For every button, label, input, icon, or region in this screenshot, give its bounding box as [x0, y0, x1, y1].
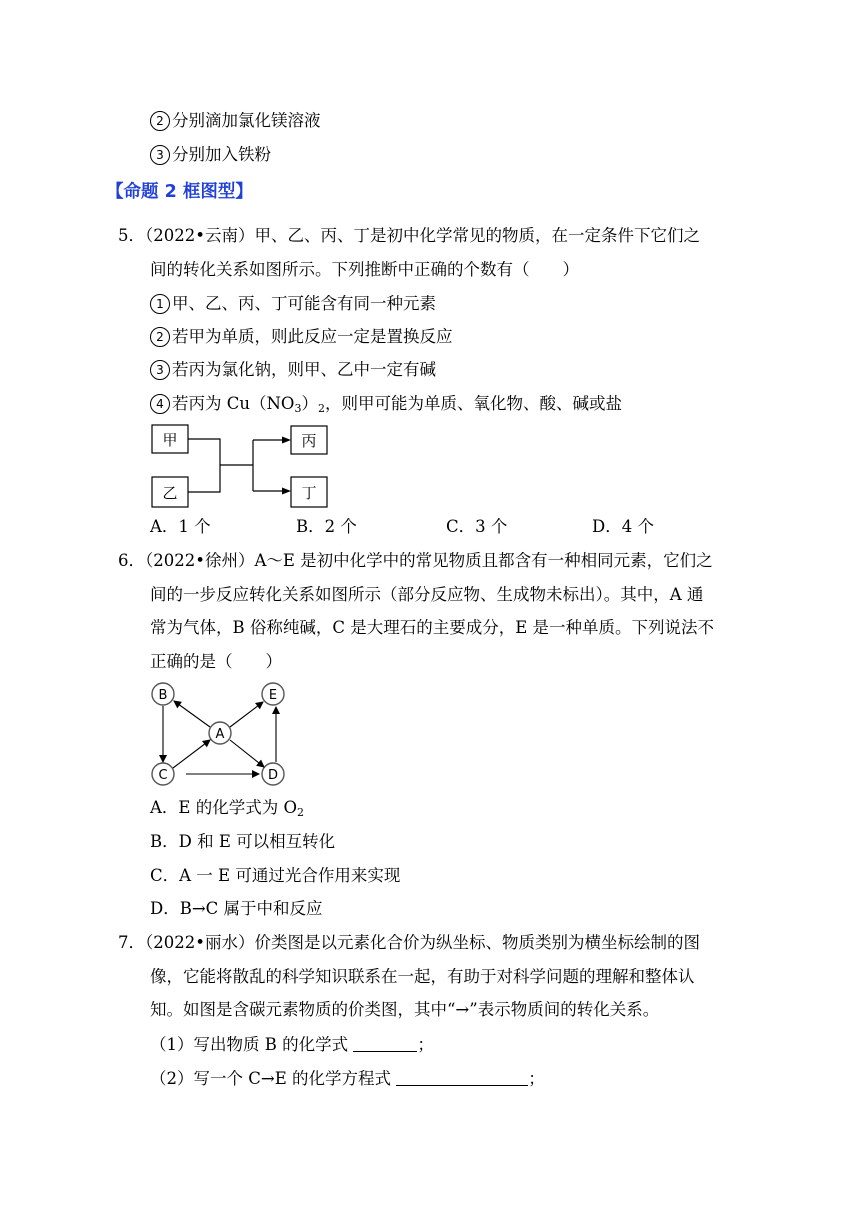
option-text: A．E 的化学式为 O: [150, 798, 297, 817]
q6-line4: 正确的是（ ）: [150, 652, 282, 671]
answer-blank[interactable]: [396, 1067, 528, 1086]
item-text: 分别加入铁粉: [172, 145, 271, 164]
circled-number: 3: [150, 145, 170, 165]
arrowhead: [282, 437, 291, 444]
q5-text: （2022•云南）甲、乙、丙、丁是初中化学常见的物质，在一定条件下它们之: [145, 226, 700, 245]
statement-text: ）: [301, 394, 318, 413]
q7-text: （2022•丽水）价类图是以元素化合价为纵坐标、物质类别为横坐标绘制的图: [145, 933, 700, 952]
statement-text: ，则甲可能为单质、氧化物、酸、碱或盐: [324, 394, 622, 413]
q6-number: 6．: [118, 551, 145, 570]
circled-number: 4: [150, 394, 170, 414]
statement-text: 甲、乙、丙、丁可能含有同一种元素: [172, 294, 436, 313]
subscript: 2: [317, 402, 325, 415]
q6-line3: 常为气体，B 俗称纯碱，C 是大理石的主要成分，E 是一种单质。下列说法不: [150, 618, 715, 637]
arrow-a-to-d: [230, 740, 264, 767]
label-d: D: [267, 768, 279, 783]
q5-line1: [118, 225, 700, 247]
q5-option-d: D．4 个: [592, 517, 654, 536]
q5-option-b: B．2 个: [296, 517, 357, 536]
q5-flow-diagram: [148, 420, 338, 512]
q7-line1: [118, 932, 700, 954]
q6-line2: 间的一步反应转化关系如图所示（部分反应物、生成物未标出）。其中，A 通: [150, 585, 704, 604]
item-3: [150, 144, 271, 166]
q6-option-a: [150, 797, 304, 824]
label-ding: 丁: [301, 484, 317, 502]
statement-text: 若丙为 Cu（NO: [172, 394, 295, 413]
arrow-a-to-b: [174, 701, 210, 727]
q5-statement-2: [150, 326, 453, 348]
label-c: C: [158, 768, 168, 783]
arrow-c-to-a: [173, 740, 210, 768]
arrow-a-to-e: [230, 702, 263, 727]
sub-question-text: （1）写出物质 B 的化学式: [150, 1035, 354, 1054]
subscript: 3: [294, 402, 302, 415]
label-bing: 丙: [301, 432, 317, 450]
circled-number: 2: [150, 111, 170, 131]
q5-number: 5．: [118, 226, 145, 245]
statement-text: 若丙为氯化钠，则甲、乙中一定有碱: [172, 360, 436, 379]
q6-option-b: B．D 和 E 可以相互转化: [150, 832, 336, 851]
subscript: 2: [296, 806, 304, 819]
q6-option-d: D．B→C 属于中和反应: [150, 899, 323, 918]
q7-line3: 知。如图是含碳元素物质的价类图，其中“→”表示物质间的转化关系。: [150, 1000, 660, 1019]
q7-number: 7．: [118, 933, 145, 952]
q6-text: （2022•徐州）A～E 是初中化学中的常见物质且都含有一种相同元素，它们之: [145, 551, 713, 570]
item-2: [150, 110, 321, 132]
q7-line2: 像，它能将散乱的科学知识联系在一起，有助于对科学问题的理解和整体认: [150, 967, 695, 986]
statement-text: 若甲为单质，则此反应一定是置换反应: [172, 327, 453, 346]
q7-sub2: [150, 1067, 545, 1090]
punctuation: ；: [528, 1069, 545, 1088]
q5-line2: 间的转化关系如图所示。下列推断中正确的个数有（ ）: [150, 260, 579, 279]
q5-option-a: A．1 个: [150, 517, 211, 536]
circled-number: 1: [150, 294, 170, 314]
item-text: 分别滴加氯化镁溶液: [172, 111, 321, 130]
answer-blank[interactable]: [353, 1033, 417, 1052]
section-heading: 【命题 2 框图型】: [106, 182, 253, 202]
q5-statement-3: [150, 359, 436, 381]
circled-number: 2: [150, 327, 170, 347]
sub-question-text: （2）写一个 C→E 的化学方程式: [150, 1069, 397, 1088]
q6-line1: [118, 550, 713, 572]
label-b: B: [158, 688, 168, 703]
q5-statement-1: [150, 293, 436, 315]
label-jia: 甲: [162, 431, 178, 449]
label-a: A: [215, 727, 225, 742]
q6-relation-diagram: [146, 680, 294, 790]
circled-number: 3: [150, 360, 170, 380]
q7-sub1: [150, 1033, 434, 1056]
q5-option-c: C．3 个: [446, 517, 508, 536]
connector-left: [188, 439, 220, 492]
arrowhead: [282, 488, 291, 495]
label-yi: 乙: [162, 484, 178, 502]
q5-statement-4: [150, 393, 622, 420]
q6-option-c: C．A 一 E 可通过光合作用来实现: [150, 866, 401, 885]
punctuation: ；: [417, 1035, 434, 1054]
label-e: E: [268, 688, 278, 703]
